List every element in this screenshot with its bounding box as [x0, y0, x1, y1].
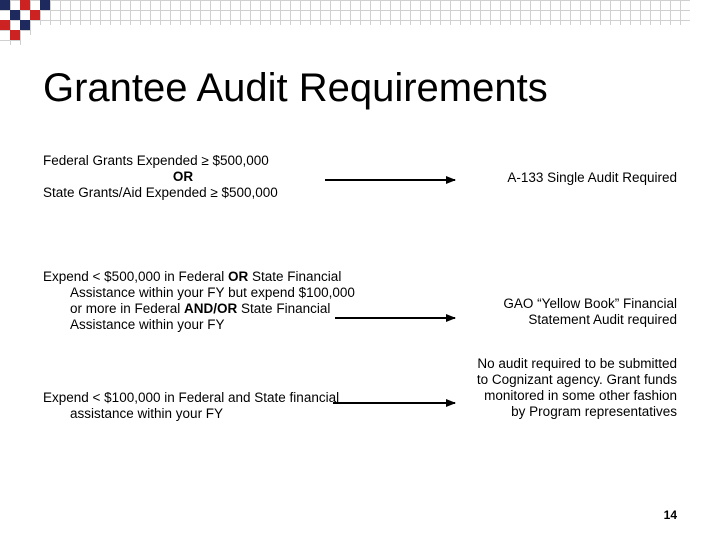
- result-single-audit: A-133 Single Audit Required: [507, 170, 677, 185]
- condition-yellow-book: [43, 269, 370, 333]
- condition-no-audit: Expend < $100,000 in Federal and State financial assistance within your FY: [43, 390, 340, 421]
- result-yellow-book-audit: GAO “Yellow Book” Financial Statement Audit required: [503, 296, 677, 327]
- text-part: State Financial Assistance within your FY but expend $100,000 or more in Federal: [70, 269, 355, 316]
- result-no-audit: No audit required to be submitted to Cognizant agency. Grant funds monitored in some other fashion by Program representatives: [476, 356, 677, 419]
- text-bold-or: OR: [228, 269, 249, 284]
- slide-title: Grantee Audit Requirements: [43, 66, 548, 110]
- text-bold-and-or: AND/OR: [184, 301, 238, 316]
- text-part: Expend < $500,000 in Federal: [43, 269, 229, 284]
- condition-or-label: OR: [172, 169, 194, 184]
- header-decoration: [0, 0, 720, 60]
- text-part: State Financial Assistance within your FY: [70, 301, 331, 332]
- condition-federal-or-state: [43, 153, 323, 201]
- condition-state-line: State Grants/Aid Expended ≥ $500,000: [43, 185, 278, 200]
- page-number: 14: [663, 508, 677, 522]
- condition-federal-line: Federal Grants Expended ≥ $500,000: [43, 153, 269, 168]
